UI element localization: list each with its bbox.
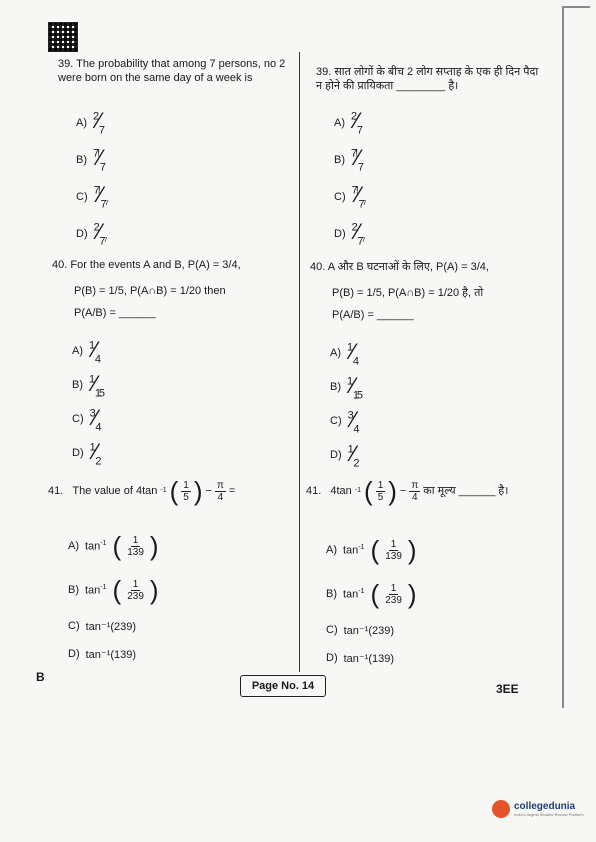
option-fraction: $^1⁄_4$: [89, 336, 99, 366]
q39-en-options: [76, 104, 107, 252]
option-label: A): [68, 540, 79, 552]
option-label: C): [72, 413, 84, 425]
qr-code: [48, 22, 78, 52]
option-label: A): [334, 116, 345, 129]
option-text: tan⁻¹(239): [343, 624, 395, 637]
option-function: $\tan^{-1}$: [85, 539, 107, 553]
option-fraction: $^2⁄_{7^7}$: [93, 219, 106, 248]
option-label: D): [72, 447, 84, 459]
option-fraction: $^1⁄_2$: [347, 440, 358, 470]
option-a: [76, 104, 107, 141]
page-number: Page No. 14: [240, 675, 326, 697]
option-fraction: $^{7!}⁄_7$: [93, 145, 104, 174]
option-fraction: 1 239: [127, 578, 144, 602]
option-fraction: $^{7!}⁄_{7^7}$: [351, 182, 365, 211]
brand-watermark: [492, 800, 584, 818]
collegedunia-logo-icon: [492, 800, 510, 818]
option-label: C): [334, 190, 346, 203]
option-a: A) $\tan^{-1}$ ( 1 139 ): [326, 535, 417, 565]
option-label: B): [76, 153, 87, 166]
q41-hi-text: 41. 4tan -1 ( 1 5 ) − $\frac{\pi}{4}$ का मूल्य ______ है।: [306, 476, 509, 506]
option-d: [326, 644, 417, 672]
option-b: [330, 370, 361, 404]
q40-hi-text: 40. A और B घटनाओं के लिए, P(A) = 3/4, P(B) = 1/5, P(A∩B) = 1/20 है, तो P(A/B) = ______: [310, 261, 489, 321]
option-fraction: $^1⁄_4$: [347, 338, 357, 368]
column-divider: [299, 52, 300, 672]
option-text: tan⁻¹(139): [343, 652, 395, 665]
option-label: B): [72, 379, 83, 391]
option-b: [334, 141, 365, 178]
option-label: C): [330, 415, 342, 427]
page-edge-bracket: [562, 6, 590, 708]
option-c: [326, 616, 417, 644]
option-label: D): [334, 227, 346, 240]
option-label: B): [326, 588, 337, 600]
q41-hi-options: [326, 528, 417, 672]
option-d: [68, 640, 159, 668]
option-fraction: $^2⁄_7$: [351, 108, 361, 137]
option-label: A): [76, 116, 87, 129]
option-fraction: $^1⁄_{15}$: [89, 370, 104, 400]
option-label: D): [326, 652, 338, 664]
option-fraction: 1 139: [127, 534, 144, 558]
option-fraction: $^1⁄_{15}$: [347, 372, 362, 402]
option-fraction: $^3⁄_4$: [89, 404, 100, 434]
option-a: [334, 104, 365, 141]
option-c: [76, 178, 107, 215]
option-fraction: $^1⁄_2$: [89, 438, 100, 468]
option-d: [334, 215, 365, 252]
option-fraction: $^{7!}⁄_{7^7}$: [93, 182, 107, 211]
paper-code: 3EE: [496, 682, 519, 696]
option-text: tan⁻¹(239): [85, 620, 137, 633]
option-function: $\tan^{-1}$: [85, 583, 107, 597]
option-a: A) $\tan^{-1}$ ( 1 139 ): [68, 531, 159, 561]
option-c: [72, 402, 103, 436]
option-label: C): [326, 624, 338, 636]
brand-tagline: India's largest Student Review Platform: [514, 812, 584, 817]
option-a: [72, 334, 103, 368]
option-fraction: 1 239: [385, 582, 402, 606]
option-b: B) $\tan^{-1}$ ( 1 239 ): [326, 579, 417, 609]
option-fraction: $^2⁄_{7^7}$: [351, 219, 364, 248]
option-fraction: $^{7!}⁄_7$: [351, 145, 362, 174]
option-label: A): [72, 345, 83, 357]
option-c: [330, 404, 361, 438]
q39-hi-text: 39. सात लोगों के बीच 2 लोग सप्ताह के एक ही दिन पैदा न होने की प्रायिकता ________ है।: [316, 66, 539, 92]
option-label: B): [330, 381, 341, 393]
q40-hi-options: [330, 336, 361, 472]
option-c: [68, 612, 159, 640]
option-label: B): [334, 153, 345, 166]
option-b: [72, 368, 103, 402]
option-label: D): [76, 227, 88, 240]
q40-en-text: 40. For the events A and B, P(A) = 3/4, P(B) = 1/5, P(A∩B) = 1/20 then P(A/B) = ______: [52, 259, 241, 319]
option-label: D): [330, 449, 342, 461]
q40-en-options: [72, 334, 103, 470]
option-label: C): [76, 190, 88, 203]
option-d: [330, 438, 361, 472]
option-label: A): [326, 544, 337, 556]
option-label: B): [68, 584, 79, 596]
option-a: [330, 336, 361, 370]
brand-name: collegedunia: [514, 801, 576, 812]
q41-en-options: [68, 524, 159, 668]
option-c: [334, 178, 365, 215]
option-b: [76, 141, 107, 178]
option-label: A): [330, 347, 341, 359]
option-fraction: 1 139: [385, 538, 402, 562]
option-text: tan⁻¹(139): [85, 648, 137, 661]
option-fraction: $^2⁄_7$: [93, 108, 103, 137]
q39-hi-options: [334, 104, 365, 252]
option-d: [76, 215, 107, 252]
option-label: D): [68, 648, 80, 660]
option-d: [72, 436, 103, 470]
set-letter: B: [36, 670, 45, 684]
option-fraction: $^3⁄_4$: [347, 406, 358, 436]
option-label: C): [68, 620, 80, 632]
option-function: $\tan^{-1}$: [343, 587, 365, 601]
q39-en-text: 39. The probability that among 7 persons, no 2 were born on the same day of a week is: [58, 58, 286, 84]
option-b: B) $\tan^{-1}$ ( 1 239 ): [68, 575, 159, 605]
option-function: $\tan^{-1}$: [343, 543, 365, 557]
q41-en-text: 41. The value of 4tan -1 ( 1 5 ) − $\frac{\pi}{4}$ =: [48, 476, 236, 506]
